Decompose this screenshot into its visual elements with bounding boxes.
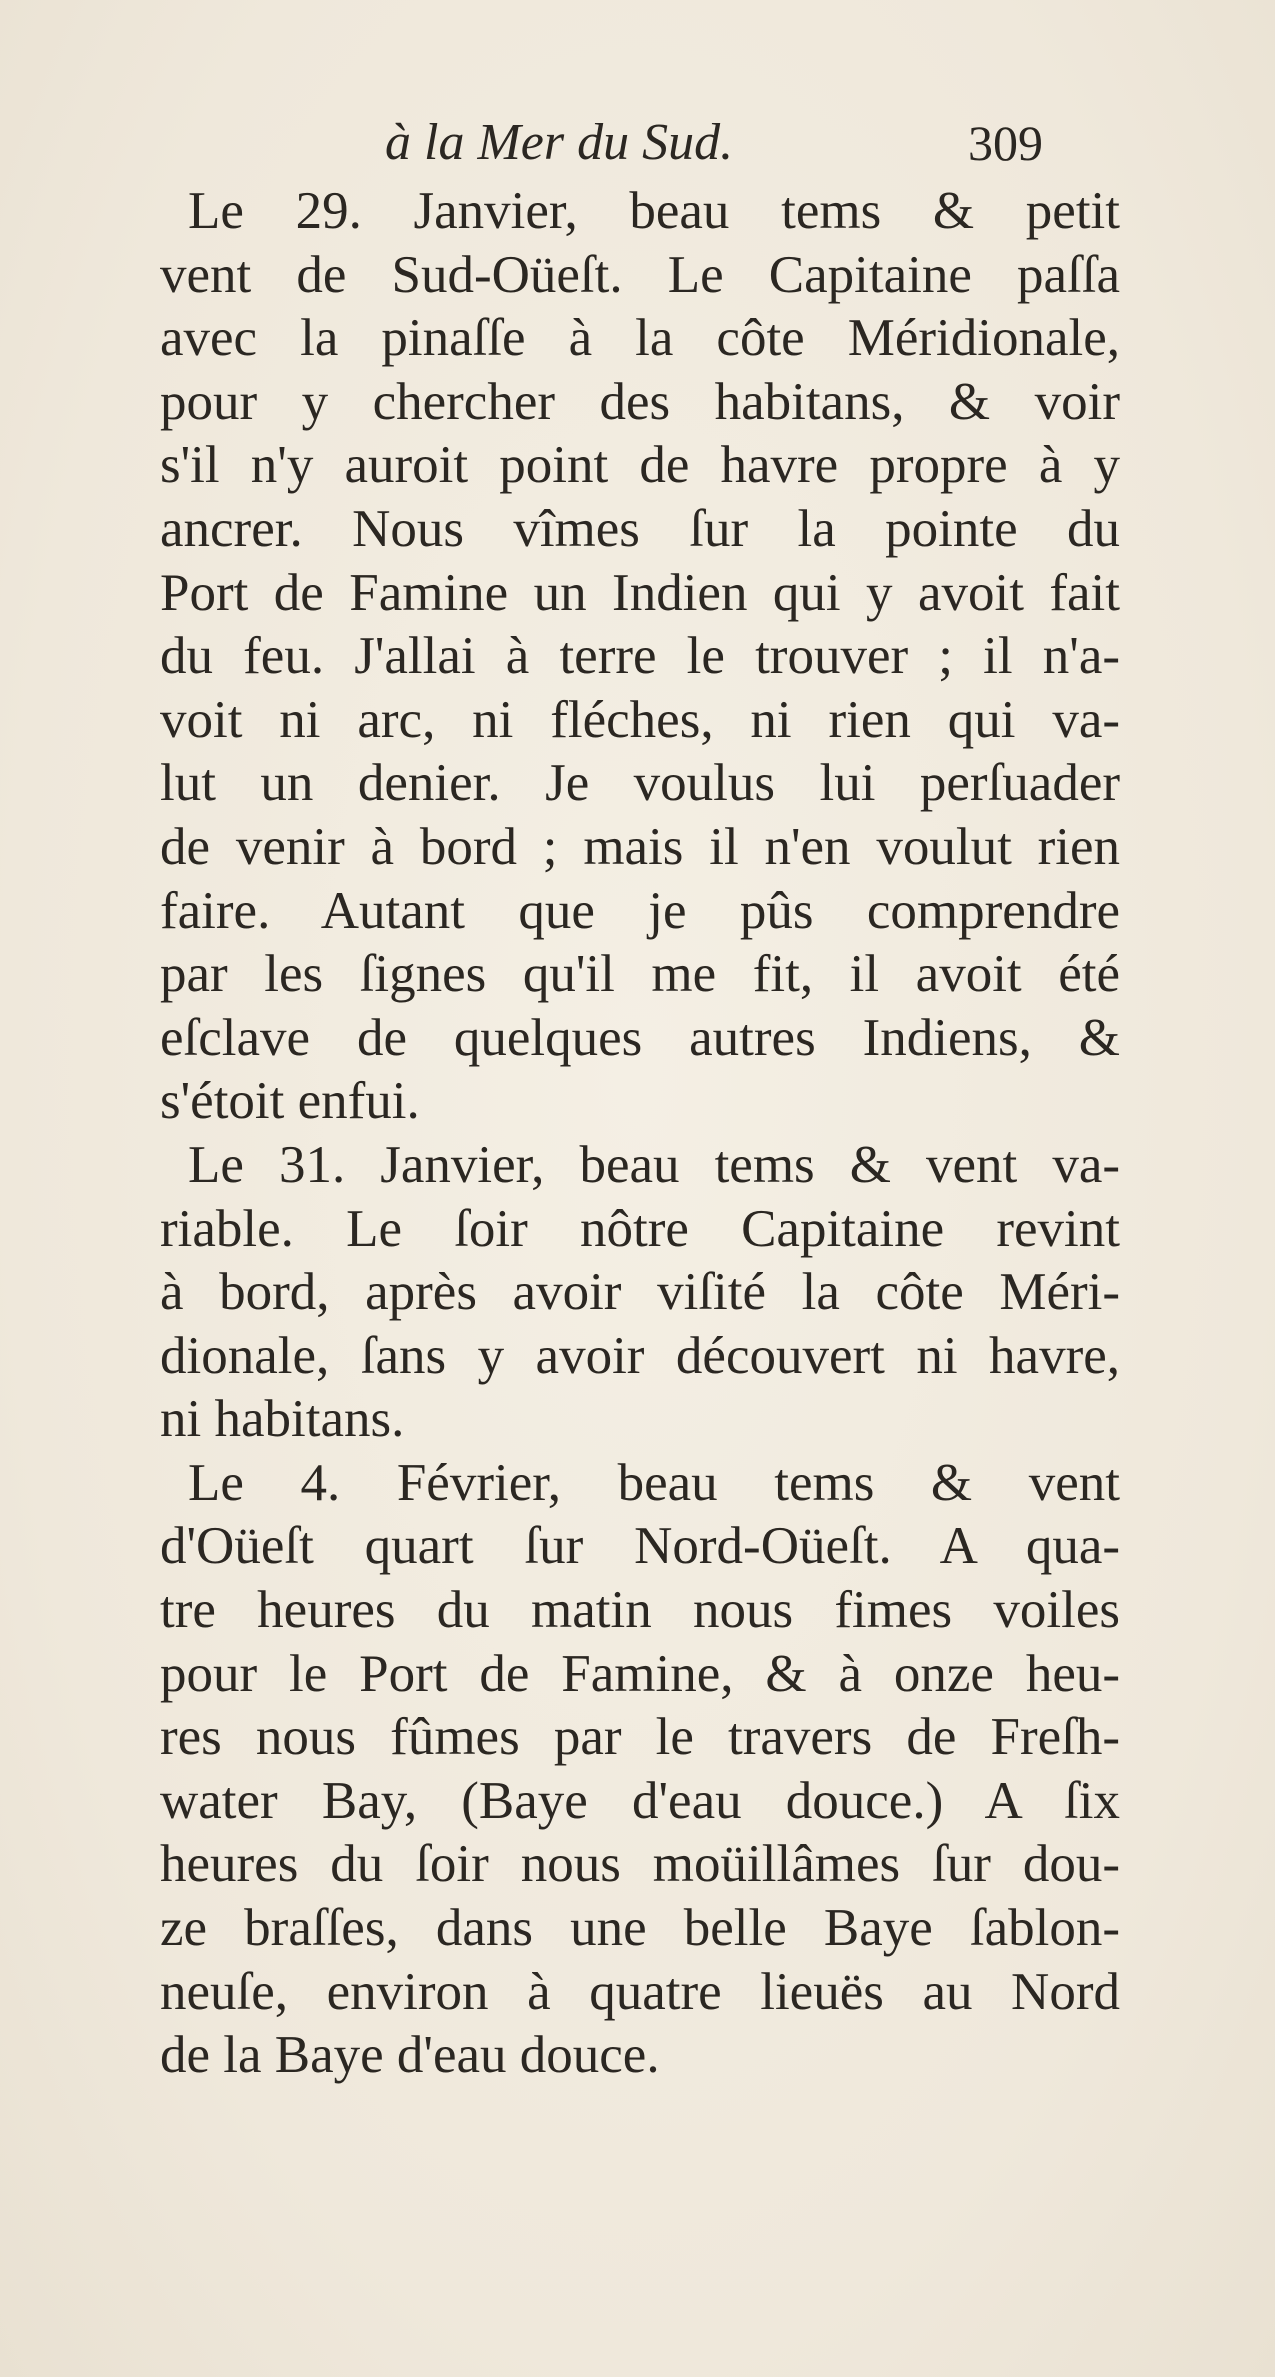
text-line: ze braſſes, dans une belle Baye ſablon- <box>160 1899 1120 1958</box>
text-line: de la Baye d'eau douce. <box>160 2026 660 2085</box>
paragraph-jan-29 <box>160 180 1120 1134</box>
text-line: Le 31. Janvier, beau tems & vent va- <box>188 1135 1120 1194</box>
text-line: de venir à bord ; mais il n'en voulut rien <box>160 817 1120 876</box>
text-line: avec la pinaſſe à la côte Méridionale, <box>160 309 1120 368</box>
page-number: 309 <box>968 115 1043 171</box>
text-line: Port de Famine un Indien qui y avoit fait <box>160 563 1120 622</box>
text-line: eſclave de quelques autres Indiens, & <box>160 1008 1120 1067</box>
text-line: vent de Sud-Oüeſt. Le Capitaine paſſa <box>160 245 1120 304</box>
page-header <box>0 108 1275 178</box>
paragraph-feb-4 <box>160 1452 1120 2088</box>
text-line: Le 29. Janvier, beau tems & petit <box>188 182 1120 240</box>
text-line: Le 4. Février, beau tems & vent <box>188 1453 1120 1512</box>
text-line: pour le Port de Famine, & à onze heu- <box>160 1644 1120 1703</box>
text-line: pour y chercher des habitans, & voir <box>160 372 1120 431</box>
text-line: faire. Autant que je pûs comprendre <box>160 881 1120 940</box>
text-line: tre heures du matin nous fimes voiles <box>160 1581 1120 1640</box>
text-line: à bord, après avoir viſité la côte Méri- <box>160 1263 1120 1322</box>
text-line: par les ſignes qu'il me fit, il avoit été <box>160 945 1120 1004</box>
text-line: s'étoit enfui. <box>160 1072 420 1131</box>
text-line: ancrer. Nous vîmes ſur la pointe du <box>160 499 1120 558</box>
text-line: riable. Le ſoir nôtre Capitaine revint <box>160 1199 1120 1258</box>
body-text <box>160 180 1120 2088</box>
paragraph-jan-31 <box>160 1134 1120 1452</box>
text-line: s'il n'y auroit point de havre propre à y <box>160 436 1120 495</box>
text-line: lut un denier. Je voulus lui perſuader <box>160 754 1120 813</box>
text-line: neuſe, environ à quatre lieuës au Nord <box>160 1962 1120 2021</box>
text-line: voit ni arc, ni fléches, ni rien qui va- <box>160 690 1120 749</box>
text-line: d'Oüeſt quart ſur Nord-Oüeſt. A qua- <box>160 1517 1120 1576</box>
text-line: dionale, ſans y avoir découvert ni havre, <box>160 1326 1120 1385</box>
text-line: heures du ſoir nous moüillâmes ſur dou- <box>160 1835 1120 1894</box>
running-title: à la Mer du Sud. <box>385 114 734 171</box>
text-line: res nous fûmes par le travers de Freſh- <box>160 1708 1120 1767</box>
text-line: du feu. J'allai à terre le trouver ; il n'a- <box>160 627 1120 686</box>
text-line: ni habitans. <box>160 1390 405 1449</box>
text-line: water Bay, (Baye d'eau douce.) A ſix <box>160 1771 1120 1830</box>
